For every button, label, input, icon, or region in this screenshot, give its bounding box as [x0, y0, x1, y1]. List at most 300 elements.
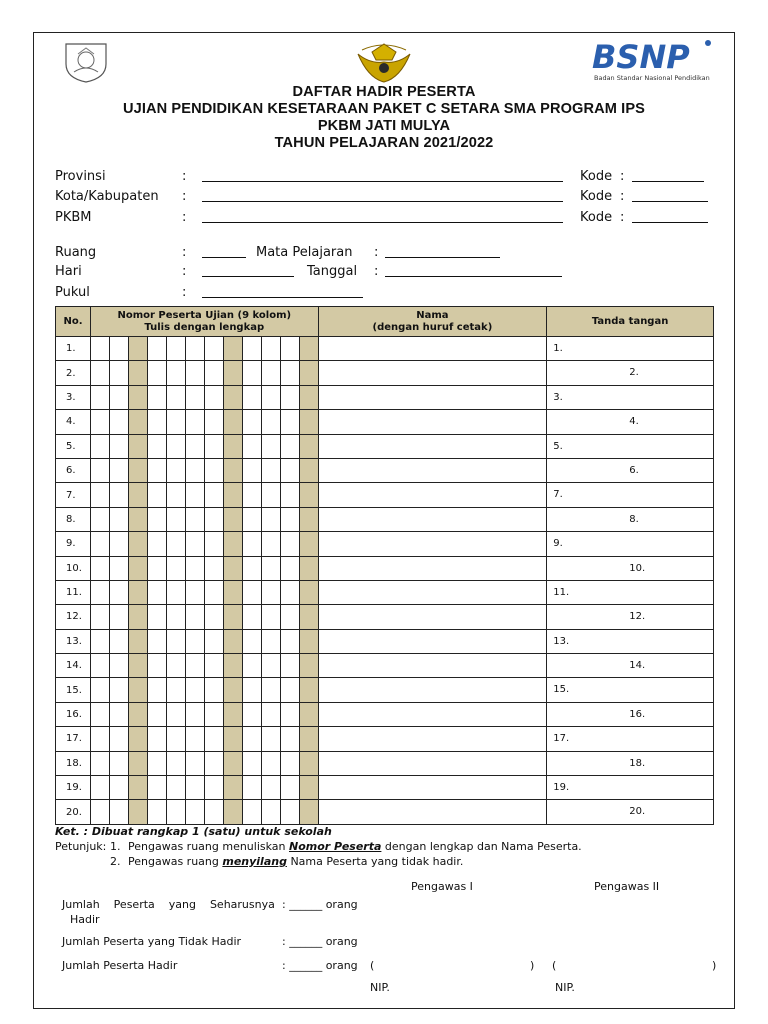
digit-cell[interactable] — [261, 702, 280, 726]
signature-cell[interactable] — [547, 776, 714, 800]
digit-cell[interactable] — [90, 629, 109, 653]
jumlah-tidak-hadir-value[interactable]: : ______ orang — [282, 935, 358, 948]
signature-cell[interactable] — [547, 361, 714, 385]
digit-cell[interactable] — [185, 385, 204, 409]
digit-cell[interactable] — [90, 361, 109, 385]
digit-cell[interactable] — [204, 337, 223, 361]
signature-cell[interactable] — [547, 702, 714, 726]
digit-cell[interactable] — [166, 751, 185, 775]
nama-cell[interactable] — [318, 507, 547, 531]
digit-separator-cell — [299, 385, 318, 409]
nama-cell[interactable] — [318, 678, 547, 702]
digit-cell[interactable] — [242, 361, 261, 385]
digit-cell[interactable] — [242, 776, 261, 800]
digit-cell[interactable] — [280, 410, 299, 434]
digit-cell[interactable] — [90, 727, 109, 751]
digit-cell[interactable] — [261, 776, 280, 800]
signature-number: 1. — [553, 343, 563, 354]
table-row — [56, 532, 714, 556]
digit-cell[interactable] — [280, 483, 299, 507]
signature-cell[interactable] — [547, 580, 714, 604]
digit-cell[interactable] — [204, 800, 223, 824]
digit-cell[interactable] — [90, 483, 109, 507]
digit-cell[interactable] — [147, 361, 166, 385]
digit-cell[interactable] — [261, 678, 280, 702]
digit-cell[interactable] — [147, 556, 166, 580]
digit-separator-cell — [223, 483, 242, 507]
signature-cell[interactable] — [547, 483, 714, 507]
ruang-blank[interactable] — [202, 246, 246, 258]
digit-cell[interactable] — [204, 702, 223, 726]
digit-cell[interactable] — [185, 458, 204, 482]
digit-cell[interactable] — [166, 727, 185, 751]
digit-cell[interactable] — [147, 458, 166, 482]
nama-cell[interactable] — [318, 751, 547, 775]
bsnp-logo — [590, 38, 712, 82]
hari-label: Hari — [55, 264, 82, 279]
digit-cell[interactable] — [90, 580, 109, 604]
nama-cell[interactable] — [318, 361, 547, 385]
digit-cell[interactable] — [261, 410, 280, 434]
signature-cell[interactable] — [547, 678, 714, 702]
digit-cell[interactable] — [109, 532, 128, 556]
nama-cell[interactable] — [318, 605, 547, 629]
digit-cell[interactable] — [166, 556, 185, 580]
digit-separator-cell — [128, 776, 147, 800]
digit-cell[interactable] — [109, 361, 128, 385]
title-line: TAHUN PELAJARAN 2021/2022 — [274, 135, 494, 151]
digit-cell[interactable] — [280, 532, 299, 556]
ket-note: Ket. : Dibuat rangkap 1 (satu) untuk sekolah — [55, 825, 332, 838]
digit-cell[interactable] — [147, 800, 166, 824]
tanggal-blank[interactable] — [385, 265, 562, 277]
digit-cell[interactable] — [166, 605, 185, 629]
digit-cell[interactable] — [166, 483, 185, 507]
digit-cell[interactable] — [185, 629, 204, 653]
digit-cell[interactable] — [204, 458, 223, 482]
digit-cell[interactable] — [204, 507, 223, 531]
digit-cell[interactable] — [261, 361, 280, 385]
colon: : — [620, 210, 625, 225]
digit-cell[interactable] — [90, 678, 109, 702]
nama-cell[interactable] — [318, 727, 547, 751]
signature-cell[interactable] — [547, 605, 714, 629]
digit-cell[interactable] — [185, 654, 204, 678]
digit-cell[interactable] — [147, 434, 166, 458]
digit-cell[interactable] — [147, 580, 166, 604]
digit-cell[interactable] — [261, 800, 280, 824]
digit-cell[interactable] — [185, 678, 204, 702]
digit-cell[interactable] — [147, 629, 166, 653]
digit-cell[interactable] — [204, 678, 223, 702]
digit-separator-cell — [299, 702, 318, 726]
signature-cell[interactable] — [547, 727, 714, 751]
row-number: 11. — [56, 580, 91, 604]
signature-number: 7. — [553, 489, 563, 501]
col-tanda-header — [547, 307, 714, 337]
row-number: 19. — [56, 776, 91, 800]
digit-cell[interactable] — [204, 410, 223, 434]
digit-cell[interactable] — [109, 556, 128, 580]
digit-cell[interactable] — [90, 532, 109, 556]
digit-cell[interactable] — [242, 580, 261, 604]
signature-number: 11. — [553, 586, 570, 598]
digit-cell[interactable] — [109, 458, 128, 482]
digit-cell[interactable] — [242, 702, 261, 726]
nama-cell[interactable] — [318, 532, 547, 556]
digit-cell[interactable] — [204, 605, 223, 629]
nama-cell[interactable] — [318, 702, 547, 726]
nama-cell[interactable] — [318, 556, 547, 580]
digit-separator-cell — [128, 580, 147, 604]
digit-cell[interactable] — [147, 678, 166, 702]
digit-cell[interactable] — [185, 434, 204, 458]
digit-cell[interactable] — [185, 556, 204, 580]
table-row — [56, 337, 714, 361]
digit-separator-cell — [223, 654, 242, 678]
digit-cell[interactable] — [147, 776, 166, 800]
nama-cell[interactable] — [318, 580, 547, 604]
digit-cell[interactable] — [185, 410, 204, 434]
table-row — [56, 507, 714, 531]
colon: : — [620, 169, 625, 184]
digit-cell[interactable] — [147, 507, 166, 531]
digit-cell[interactable] — [242, 751, 261, 775]
digit-cell[interactable] — [242, 532, 261, 556]
digit-cell[interactable] — [90, 654, 109, 678]
digit-cell[interactable] — [90, 751, 109, 775]
digit-cell[interactable] — [242, 434, 261, 458]
nama-cell[interactable] — [318, 800, 547, 824]
digit-cell[interactable] — [261, 580, 280, 604]
signature-number: 19. — [553, 782, 570, 794]
digit-cell[interactable] — [204, 580, 223, 604]
pkbm-blank[interactable] — [202, 211, 563, 223]
digit-cell[interactable] — [261, 532, 280, 556]
digit-cell[interactable] — [147, 654, 166, 678]
pengawas-1-open-paren: ( — [370, 959, 375, 972]
digit-cell[interactable] — [204, 434, 223, 458]
pkbm-logo — [348, 38, 420, 86]
pukul-blank[interactable] — [202, 286, 363, 298]
table-body — [56, 337, 714, 825]
signature-number: 12. — [629, 611, 646, 623]
nama-cell[interactable] — [318, 434, 547, 458]
row-number: 6. — [56, 458, 91, 482]
digit-cell[interactable] — [109, 483, 128, 507]
digit-cell[interactable] — [280, 361, 299, 385]
digit-cell[interactable] — [166, 337, 185, 361]
digit-cell[interactable] — [261, 751, 280, 775]
digit-cell[interactable] — [90, 776, 109, 800]
table-row — [56, 458, 714, 482]
digit-cell[interactable] — [109, 385, 128, 409]
jumlah-hadir-value[interactable]: : ______ orang — [282, 959, 358, 972]
row-number: 20. — [56, 800, 91, 824]
digit-cell[interactable] — [280, 678, 299, 702]
digit-separator-cell — [299, 361, 318, 385]
nama-cell[interactable] — [318, 654, 547, 678]
digit-cell[interactable] — [204, 532, 223, 556]
digit-cell[interactable] — [280, 434, 299, 458]
digit-cell[interactable] — [261, 727, 280, 751]
digit-cell[interactable] — [109, 580, 128, 604]
digit-cell[interactable] — [185, 580, 204, 604]
digit-cell[interactable] — [147, 751, 166, 775]
digit-cell[interactable] — [280, 458, 299, 482]
jumlah-seharusnya-value[interactable]: : ______ orang — [282, 898, 358, 911]
digit-separator-cell — [128, 410, 147, 434]
digit-separator-cell — [299, 727, 318, 751]
digit-cell[interactable] — [90, 385, 109, 409]
digit-cell[interactable] — [242, 385, 261, 409]
digit-cell[interactable] — [242, 458, 261, 482]
digit-cell[interactable] — [280, 629, 299, 653]
digit-separator-cell — [128, 385, 147, 409]
digit-cell[interactable] — [147, 410, 166, 434]
digit-cell[interactable] — [109, 337, 128, 361]
digit-cell[interactable] — [90, 556, 109, 580]
digit-cell[interactable] — [147, 483, 166, 507]
digit-cell[interactable] — [242, 629, 261, 653]
digit-cell[interactable] — [185, 800, 204, 824]
provinsi-blank[interactable] — [202, 170, 563, 182]
digit-cell[interactable] — [147, 727, 166, 751]
signature-number: 3. — [553, 391, 563, 403]
digit-cell[interactable] — [280, 385, 299, 409]
digit-cell[interactable] — [261, 385, 280, 409]
digit-cell[interactable] — [166, 678, 185, 702]
digit-separator-cell — [223, 532, 242, 556]
digit-cell[interactable] — [242, 727, 261, 751]
signature-number: 10. — [629, 562, 646, 574]
digit-cell[interactable] — [280, 556, 299, 580]
digit-cell[interactable] — [280, 727, 299, 751]
nama-cell[interactable] — [318, 410, 547, 434]
digit-cell[interactable] — [109, 702, 128, 726]
kode-blank[interactable] — [632, 170, 704, 182]
digit-cell[interactable] — [166, 580, 185, 604]
nama-cell[interactable] — [318, 337, 547, 361]
digit-cell[interactable] — [166, 654, 185, 678]
digit-cell[interactable] — [185, 776, 204, 800]
digit-cell[interactable] — [242, 410, 261, 434]
attendance-table — [55, 306, 714, 825]
digit-cell[interactable] — [204, 776, 223, 800]
digit-separator-cell — [223, 800, 242, 824]
digit-cell[interactable] — [261, 337, 280, 361]
digit-cell[interactable] — [280, 654, 299, 678]
digit-cell[interactable] — [204, 361, 223, 385]
table-header-row — [56, 307, 714, 337]
tut-wuri-logo — [60, 42, 112, 84]
table-row — [56, 385, 714, 409]
digit-cell[interactable] — [242, 337, 261, 361]
digit-cell[interactable] — [204, 629, 223, 653]
digit-cell[interactable] — [109, 629, 128, 653]
kota-blank[interactable] — [202, 190, 563, 202]
digit-cell[interactable] — [280, 751, 299, 775]
digit-cell[interactable] — [166, 776, 185, 800]
digit-cell[interactable] — [90, 458, 109, 482]
digit-cell[interactable] — [90, 702, 109, 726]
title-line: PKBM JATI MULYA — [317, 118, 451, 134]
digit-cell[interactable] — [204, 556, 223, 580]
row-number: 9. — [56, 532, 91, 556]
digit-cell[interactable] — [166, 629, 185, 653]
digit-cell[interactable] — [204, 727, 223, 751]
digit-cell[interactable] — [166, 702, 185, 726]
digit-cell[interactable] — [261, 629, 280, 653]
digit-cell[interactable] — [90, 434, 109, 458]
digit-cell[interactable] — [90, 800, 109, 824]
signature-cell[interactable] — [547, 629, 714, 653]
jumlah-seharusnya-label-cont: Hadir — [70, 913, 100, 926]
digit-cell[interactable] — [185, 751, 204, 775]
digit-separator-cell — [299, 507, 318, 531]
colon: : — [374, 245, 379, 260]
jumlah-seharusnya-label: Jumlah Peserta yang Seharusnya — [62, 898, 275, 911]
digit-separator-cell — [223, 507, 242, 531]
digit-separator-cell — [128, 678, 147, 702]
digit-cell[interactable] — [185, 702, 204, 726]
signature-cell[interactable] — [547, 410, 714, 434]
digit-separator-cell — [299, 483, 318, 507]
table-row — [56, 556, 714, 580]
signature-number: 17. — [553, 733, 570, 745]
digit-cell[interactable] — [166, 434, 185, 458]
kode-blank[interactable] — [632, 190, 708, 202]
digit-cell[interactable] — [166, 410, 185, 434]
signature-cell[interactable] — [547, 751, 714, 775]
digit-cell[interactable] — [147, 385, 166, 409]
digit-cell[interactable] — [204, 751, 223, 775]
digit-cell[interactable] — [109, 678, 128, 702]
mata-pelajaran-blank[interactable] — [385, 246, 500, 258]
digit-cell[interactable] — [242, 800, 261, 824]
digit-cell[interactable] — [109, 410, 128, 434]
digit-cell[interactable] — [109, 751, 128, 775]
digit-cell[interactable] — [261, 483, 280, 507]
pengawas-1-close-paren: ) — [530, 959, 535, 972]
digit-cell[interactable] — [185, 605, 204, 629]
nama-cell[interactable] — [318, 629, 547, 653]
signature-cell[interactable] — [547, 556, 714, 580]
digit-cell[interactable] — [261, 507, 280, 531]
digit-cell[interactable] — [242, 507, 261, 531]
digit-cell[interactable] — [242, 678, 261, 702]
digit-cell[interactable] — [166, 361, 185, 385]
digit-cell[interactable] — [242, 654, 261, 678]
signature-cell[interactable] — [547, 458, 714, 482]
signature-cell[interactable] — [547, 532, 714, 556]
digit-cell[interactable] — [185, 483, 204, 507]
digit-cell[interactable] — [109, 727, 128, 751]
document-title — [40, 84, 728, 152]
digit-separator-cell — [128, 483, 147, 507]
kode-blank[interactable] — [632, 211, 708, 223]
digit-cell[interactable] — [185, 361, 204, 385]
kota-label: Kota/Kabupaten — [55, 189, 159, 204]
digit-cell[interactable] — [147, 337, 166, 361]
digit-cell[interactable] — [166, 385, 185, 409]
hari-blank[interactable] — [202, 265, 294, 277]
nama-cell[interactable] — [318, 385, 547, 409]
nama-cell[interactable] — [318, 776, 547, 800]
table-row — [56, 751, 714, 775]
digit-cell[interactable] — [261, 434, 280, 458]
digit-cell[interactable] — [261, 605, 280, 629]
nama-cell[interactable] — [318, 458, 547, 482]
digit-cell[interactable] — [242, 483, 261, 507]
digit-cell[interactable] — [185, 532, 204, 556]
digit-cell[interactable] — [109, 776, 128, 800]
digit-cell[interactable] — [280, 800, 299, 824]
signature-cell[interactable] — [547, 800, 714, 824]
digit-cell[interactable] — [166, 800, 185, 824]
digit-cell[interactable] — [280, 580, 299, 604]
digit-cell[interactable] — [261, 654, 280, 678]
digit-cell[interactable] — [280, 776, 299, 800]
row-number: 3. — [56, 385, 91, 409]
digit-cell[interactable] — [185, 727, 204, 751]
signature-number: 18. — [629, 757, 646, 769]
digit-cell[interactable] — [109, 654, 128, 678]
digit-cell[interactable] — [242, 605, 261, 629]
digit-cell[interactable] — [280, 605, 299, 629]
digit-cell[interactable] — [280, 507, 299, 531]
digit-cell[interactable] — [147, 532, 166, 556]
digit-cell[interactable] — [109, 605, 128, 629]
digit-cell[interactable] — [109, 800, 128, 824]
digit-cell[interactable] — [185, 507, 204, 531]
digit-cell[interactable] — [109, 434, 128, 458]
digit-cell[interactable] — [261, 556, 280, 580]
signature-cell[interactable] — [547, 434, 714, 458]
digit-separator-cell — [223, 678, 242, 702]
digit-cell[interactable] — [147, 702, 166, 726]
digit-cell[interactable] — [280, 702, 299, 726]
row-number: 8. — [56, 507, 91, 531]
digit-separator-cell — [128, 337, 147, 361]
signature-cell[interactable] — [547, 385, 714, 409]
digit-cell[interactable] — [90, 410, 109, 434]
digit-cell[interactable] — [90, 507, 109, 531]
nama-cell[interactable] — [318, 483, 547, 507]
row-number: 14. — [56, 654, 91, 678]
digit-cell[interactable] — [90, 605, 109, 629]
digit-cell[interactable] — [166, 507, 185, 531]
digit-cell[interactable] — [204, 385, 223, 409]
digit-cell[interactable] — [280, 337, 299, 361]
digit-cell[interactable] — [185, 337, 204, 361]
digit-cell[interactable] — [261, 458, 280, 482]
title-line: UJIAN PENDIDIKAN KESETARAAN PAKET C SETARA SMA PROGRAM IPS — [122, 101, 646, 117]
row-number: 2. — [56, 361, 91, 385]
digit-cell[interactable] — [204, 483, 223, 507]
digit-cell[interactable] — [204, 654, 223, 678]
digit-cell[interactable] — [90, 337, 109, 361]
digit-cell[interactable] — [242, 556, 261, 580]
signature-cell[interactable] — [547, 507, 714, 531]
digit-cell[interactable] — [166, 532, 185, 556]
signature-cell[interactable] — [547, 654, 714, 678]
signature-cell[interactable] — [547, 337, 714, 361]
digit-cell[interactable] — [166, 458, 185, 482]
digit-cell[interactable] — [109, 507, 128, 531]
colon: : — [182, 264, 187, 279]
digit-cell[interactable] — [147, 605, 166, 629]
